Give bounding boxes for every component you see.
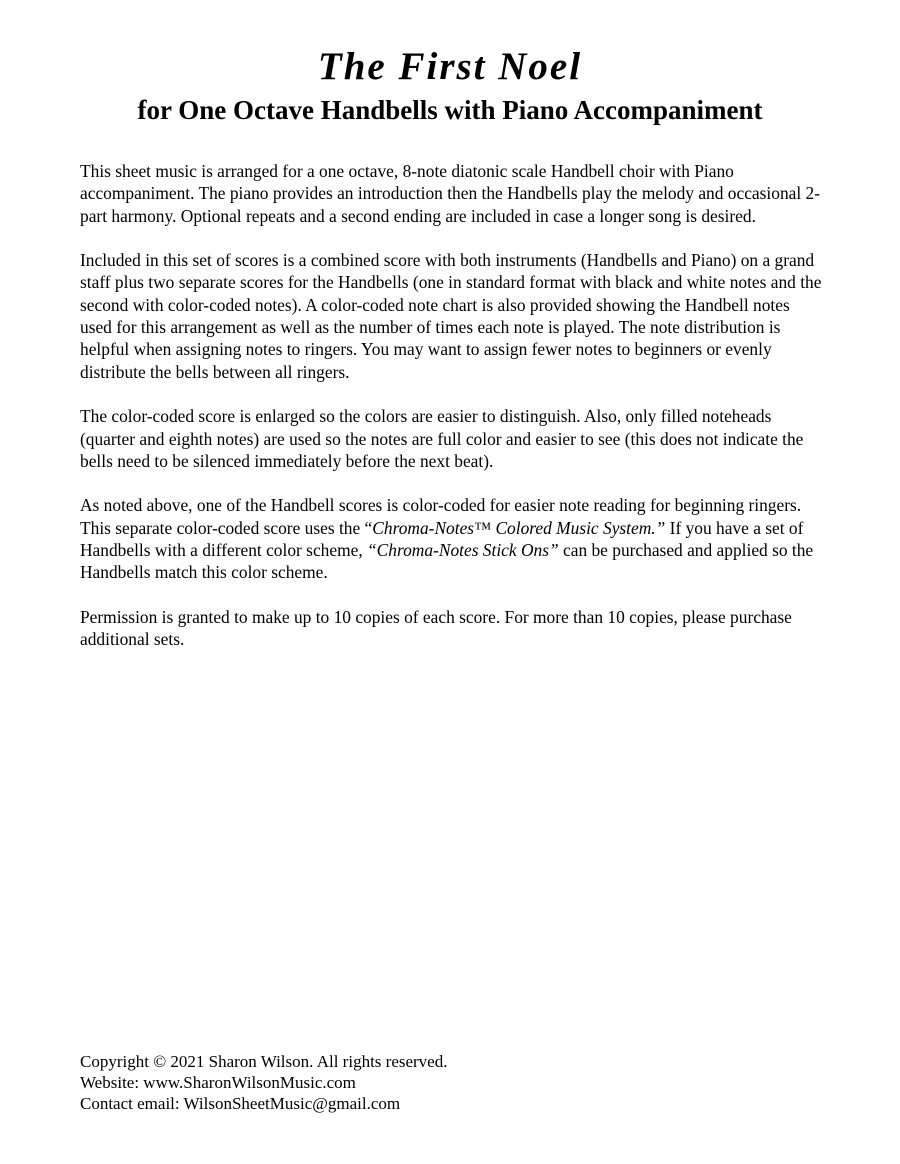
paragraph-scores-included: Included in this set of scores is a combined score with both instruments (Handbells and Piano) on a grand staff plus two separate scores for the Handbells (one in standard format with black and white notes and the second with color-coded notes). A color-coded note chart is also provided showing the Handbell notes used for this arrangement as well as the number of times each note is played. The note distribution is helpful when assigning notes to ringers. You may want to assign fewer notes to beginners or evenly distribute the bells between all ringers.: [80, 250, 822, 382]
paragraph-chroma-notes: [80, 494, 825, 583]
chroma-notes-system-name: Chroma-Notes™ Colored Music System.”: [372, 517, 666, 538]
page-title: The First Noel: [317, 45, 583, 88]
chroma-notes-text-2: If you have a set of Handbells with a different color scheme,: [80, 517, 804, 561]
website-line: Website: www.SharonWilsonMusic.com: [80, 1073, 356, 1092]
paragraph-color-coded-score: The color-coded score is enlarged so the colors are easier to distinguish. Also, only filled noteheads (quarter and eighth notes) are used so the notes are full color and easier to see (this does not indicate the bells need to be silenced immediately before the next beat).: [80, 406, 804, 471]
contact-email-line: Contact email: WilsonSheetMusic@gmail.com: [80, 1094, 401, 1113]
copyright-line: Copyright © 2021 Sharon Wilson. All rights reserved.: [80, 1052, 448, 1071]
paragraph-arrangement: This sheet music is arranged for a one octave, 8-note diatonic scale Handbell choir with Piano accompaniment. The piano provides an introduction then the Handbells play the melody and occasional 2-part harmony. Optional repeats and a second ending are included in case a longer song is desired.: [80, 161, 821, 226]
page-subtitle: for One Octave Handbells with Piano Accompaniment: [137, 95, 763, 125]
document-body: [80, 160, 825, 673]
paragraph-permission: Permission is granted to make up to 10 copies of each score. For more than 10 copies, please purchase additional sets.: [80, 606, 792, 650]
footer: [80, 1051, 780, 1114]
chroma-notes-text-1: As noted above, one of the Handbell scores is color-coded for easier note reading for beginning ringers. This separate color-coded score uses the “: [80, 495, 802, 538]
chroma-notes-stick-ons-name: “Chroma-Notes Stick Ons”: [367, 540, 559, 561]
chroma-notes-text-3: can be purchased and applied so the Handbells match this color scheme.: [80, 540, 814, 583]
